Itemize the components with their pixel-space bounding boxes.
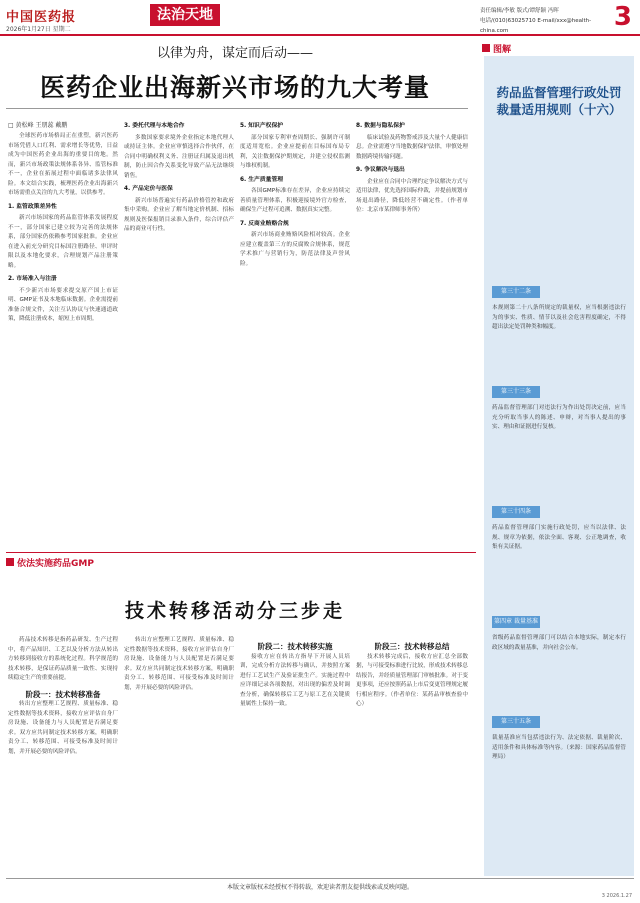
article-chip: 第三十二条 [492,286,540,298]
footer-page-info: 3 2026.1.27 [601,893,632,899]
byline: □ 黄松峰 王朋蕊 戴鹏 [8,122,68,129]
newspaper-logo: 中国医药报 [6,10,77,25]
section-title: 法治天地 [150,4,220,26]
article-kicker: 以律为舟，谋定而后动—— [156,46,313,61]
article-chip: 第三十五条 [492,716,540,728]
masthead [0,0,640,36]
side-section-tag: 图解 [482,42,511,55]
intro-paragraph: 全球医药市场格局正在重塑，新兴医药市场凭借人口红利、需求增长等优势，日益成为中国医药企业出海的重要目的地。然而，新兴市场政策法规体系各异、监管标准不一，企业在拓展过程中面临诸多法律风险。本文结合实践，梳理医药企业出海新兴市场需重点关注的九大考量，以供参考。 [8,133,118,196]
subhead: 阶段一：技术转移准备 [25,689,101,699]
section-text: 技术转移完成后，接收方应汇总全部数据，与可接受标准进行比较，形成技术转移总结报告，并经质量管理部门审核批准。对于变更事项，还应按照药品上市后变更管理规定履行相应程序。（作者单位：某药品审核查验中心） [356,653,468,707]
section-text: 接收方应在转出方指导下开展人员培训，完成分析方法转移与确认，并按照方案进行工艺试生产及验证批生产。实施过程中应详细记录各项数据，对出现的偏差及时调查分析，确保转移后工艺与原工艺在关键质量属性上保持一致。 [240,653,350,707]
section-heading: 9. 争议解决与退出 [356,167,405,173]
section-tag: 依法实施药品GMP [6,556,94,569]
editor-info [480,6,610,36]
section-text: 部分国家专利审查周期长、强制许可制度适用宽松。企业应提前在目标国布局专利，关注数据保护期规定，并建立侵权监测与维权机制。 [240,134,350,169]
section-text: 临床试验及药物警戒涉及大量个人健康信息。企业需遵守当地数据保护法律，审慎处理数据跨境传输问题。 [356,134,468,160]
article-column-2 [124,118,234,544]
side-text: 省级药品监督管理部门可以结合本地实际，制定本行政区域的裁量基准，并向社会公布。 [492,635,626,651]
section-text: 多数国家要求境外企业指定本地代理人或持证主体。企业应审慎选择合作伙伴，在合同中明确权利义务、注册证归属及退出机制，防止因合作关系变化导致产品无法继续销售。 [124,134,234,179]
section-text: 转出方应整理工艺规程、质量标准、稳定性数据等技术资料，接收方应评估自身厂房设施、设备能力与人员配置是否满足要求。双方应共同制定技术转移方案，明确职责分工、转移范围、可接受标准及时间计划，并开展必要的风险评估。 [124,637,234,691]
subhead: 阶段三：技术转移总结 [374,642,450,651]
section-text: 各国GMP标准存在差异，企业应持续完善质量管理体系，积极迎接境外官方检查，确保生产过程可追溯、数据真实完整。 [240,188,350,213]
article-headline-2: 技术转移活动分三步走 [124,600,345,622]
side-text: 本规则第二十八条所规定的裁量权，应当根据违法行为的事实、性质、情节以及社会危害程度确定，不得超出法定处罚种类和幅度。 [492,305,626,330]
side-title: 药品监督管理行政处罚裁量适用规则（十六） [496,85,622,117]
issue-date: 2026年1月27日 星期二 [6,26,71,33]
article-headline: 医药企业出海新兴市场的九大考量 [39,73,430,102]
section-heading: 4. 产品定价与医保 [124,186,173,192]
square-icon [482,44,490,52]
section-text: 不少新兴市场要求提交原产国上市证明、GMP证书及本地临床数据。企业需提前准备合规文件，关注互认协议与快速通道政策，降低注册成本，缩短上市周期。 [8,287,118,322]
divider [6,552,476,553]
contact-line: 电话/(010)63025710 E-mail/xxx@health-china.com [480,18,592,34]
article-2-column-4 [356,636,468,874]
section-text: 转出方应整理工艺规程、质量标准、稳定性数据等技术资料，接收方应评估自身厂房设施、设备能力与人员配置是否满足要求。双方应共同制定技术转移方案，明确职责分工、转移范围、可接受标准及时间计划，并开展必要的风险评估。 [8,701,118,755]
side-text: 药品监督管理部门对违法行为作出处罚决定前，应当充分听取当事人的陈述、申辩，对当事人提出的事实、理由和证据进行复核。 [492,405,626,430]
section-heading: 1. 监管政策差异性 [8,203,57,210]
article-chip: 第四章 裁量基准 [492,616,540,628]
article-column-4 [356,118,468,544]
article-column-3 [240,118,350,544]
side-text: 裁量基准应当包括违法行为、法定依据、裁量阶次、适用条件和具体标准等内容。（来源：国家药品监督管理局） [492,735,626,760]
square-icon [6,558,14,566]
editor-line: 责任编辑/李敏 版式/谭舒颖 冯晖 [480,8,559,14]
divider [6,878,634,879]
section-text: 药品技术转移是指药品研发、生产过程中，将产品知识、工艺以及分析方法从转出方转移到接收方的系统化过程。科学规范的技术转移，是保证药品质量一致性、实现持续稳定生产的重要前提。 [8,637,118,681]
section-heading: 8. 数据与隐私保护 [356,123,405,129]
article-2-column-1 [8,636,118,874]
section-text: 新兴市场商业贿赂风险相对较高。企业应建立覆盖第三方的反腐败合规体系，规范学术推广与营销行为，防范法律及声誉风险。 [240,232,350,267]
article-column-1 [8,132,118,544]
section-text: 新兴市场国家的药品监管体系发展程度不一，部分国家已建立较为完善的法规体系，部分国家仍依赖参考国家批准。企业应在进入前充分研究目标国注册路径、审评时限以及本地化要求，合理规划产品注册策略。 [8,215,118,269]
footer-notice: 本版文章版权未经授权不得转载，欢迎读者朋友提供线索或反映问题。 [226,884,413,891]
page-number: 3 [613,2,632,32]
section-text: 企业应在合同中合理约定争议解决方式与适用法律，优先选择国际仲裁，并提前规划市场退出路径，降低经营不确定性。（作者单位：北京市某律师事务所） [356,178,468,213]
section-text: 新兴市场普遍实行药品价格管控和政府集中采购。企业应了解当地定价机制、招标规则及医保报销目录准入条件，综合评估产品的商业可行性。 [124,197,234,232]
article-2-column-3 [240,636,350,874]
article-chip: 第三十四条 [492,506,540,518]
side-text: 药品监督管理部门实施行政处罚，应当以法律、法规、规章为依据，依法全面、客观、公正地调查，收集有关证据。 [492,525,626,550]
article-2-column-2 [124,636,234,874]
article-chip: 第三十三条 [492,386,540,398]
section-heading: 7. 反商业贿赂合规 [240,220,289,227]
section-heading: 5. 知识产权保护 [240,123,284,129]
side-panel [484,56,634,876]
section-heading: 2. 市场准入与注册 [8,276,57,282]
section-heading: 3. 委托代理与本地合作 [124,123,185,129]
subhead: 阶段二：技术转移实施 [257,642,333,651]
divider [6,108,468,109]
section-heading: 6. 生产质量管理 [240,176,284,183]
